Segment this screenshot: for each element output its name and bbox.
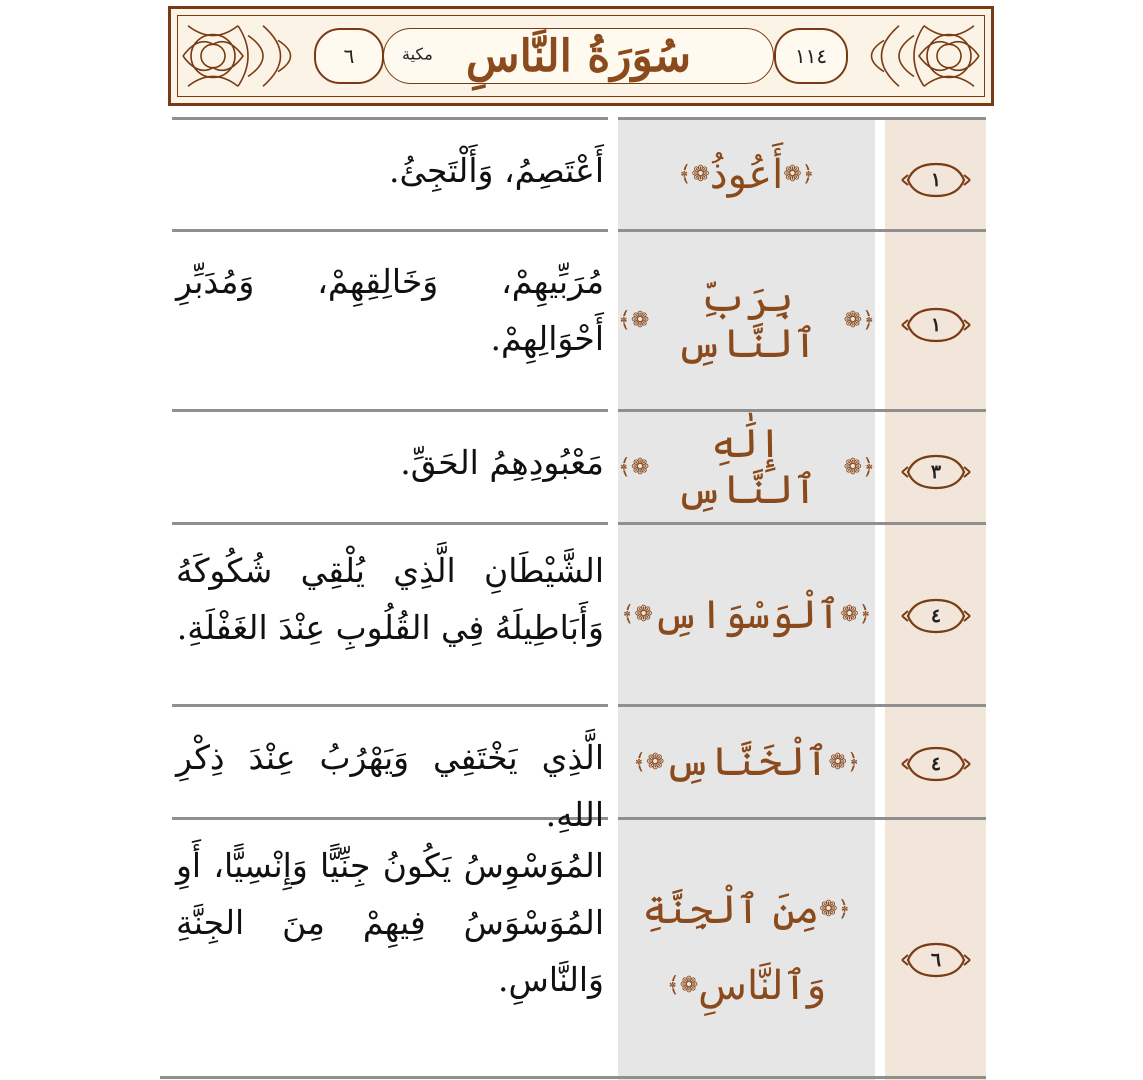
quran-word: ٱلْخَنَّاسِ (664, 739, 829, 785)
row-divider (172, 522, 608, 525)
quran-word-cell (618, 820, 875, 1076)
surah-title: سُوَرَةُ النَّاسِ (465, 30, 692, 82)
quran-word: إِلَٰهِ ٱلنَّاسِ (676, 421, 817, 513)
explanation-text: مُرَبِّيهِمْ، وَخَالِقِهِمْ، وَمُدَبِّرِ أَحْوَالِهِمْ. (176, 262, 604, 358)
revelation-type: مكية (402, 44, 433, 64)
ornate-bracket-icon: ❁﴾ (618, 308, 650, 333)
verse-number: ١ (930, 314, 942, 336)
ornate-bracket-icon: ❁﴾ (666, 973, 699, 999)
quran-word-line-1: مِنَ ٱلْجِنَّةِ (642, 887, 820, 933)
ornate-bracket-icon: ❁﴾ (678, 162, 710, 187)
row-divider (172, 117, 608, 120)
quran-word: ٱلْوَسْوَاسِ (652, 591, 841, 638)
quran-word-line-2: وَٱلنَّاسِ (698, 963, 827, 1009)
verse-number-badge (900, 744, 972, 784)
ornate-bracket-icon: ﴿❁ (828, 749, 860, 775)
ornate-bracket-icon: ❁﴾ (633, 749, 665, 775)
verse-number-badge (900, 596, 972, 636)
explanation-text: الَّذِي يَخْتَفِي وَيَهْرُبُ عِنْدَ ذِكْرِ اللهِ. (176, 738, 604, 834)
quran-word: أَعُوذُ (709, 151, 784, 198)
quran-word-cell (618, 232, 875, 409)
verse-number-badge (900, 160, 972, 200)
explanation-text: الشَّيْطَانِ الَّذِي يُلْقِي شُكُوكَهُ وَأَبَاطِيلَهُ فِي القُلُوبِ عِنْدَ الغَفْلَةِ. (176, 551, 604, 647)
verse-number: ٤ (930, 753, 942, 775)
ornate-bracket-icon: ❁﴾ (618, 454, 650, 480)
verse-number: ٦ (930, 949, 942, 971)
quran-word-cell (618, 707, 875, 817)
verse-number: ١ (930, 169, 942, 191)
arabesque-ornament-right (844, 16, 984, 96)
ornate-bracket-icon: ﴿❁ (843, 308, 875, 333)
surah-number-cartouche (774, 28, 848, 84)
row-divider (172, 409, 608, 412)
row-divider (172, 704, 608, 707)
surah-number: ١١٤ (794, 44, 828, 68)
verse-number-badge (900, 305, 972, 345)
explanation-text: أَعْتَصِمُ، وَأَلْتَجِئُ. (389, 151, 604, 190)
header-inner-frame (177, 15, 985, 97)
quran-word: بِرَبِّ ٱلنَّاسِ (676, 274, 817, 367)
verse-number: ٣ (930, 461, 942, 483)
verse-count-cartouche (314, 28, 384, 84)
surah-title-cartouche (383, 28, 774, 84)
verse-number: ٤ (930, 605, 942, 627)
explanation-text: مَعْبُودِهِمُ الحَقِّ. (400, 443, 604, 482)
row-divider (160, 1076, 986, 1079)
quran-word-cell (618, 525, 875, 704)
ornate-bracket-icon: ﴿❁ (843, 454, 875, 480)
verse-number-badge (900, 452, 972, 492)
ornate-bracket-icon: ﴿❁ (819, 897, 851, 923)
verse-number-badge (900, 940, 972, 980)
quran-word-cell (618, 120, 875, 229)
ornate-bracket-icon: ﴿❁ (783, 162, 815, 187)
arabesque-ornament-left (178, 16, 318, 96)
explanation-text: المُوَسْوِسُ يَكُونُ جِنِّيًّا وَإِنْسِيًّا، أَوِ المُوَسْوَسُ فِيهِمْ مِنَ الجِنَّةِ وَالنَّاسِ. (176, 846, 604, 999)
ornate-bracket-icon: ﴿❁ (840, 602, 872, 627)
ornate-bracket-icon: ❁﴾ (621, 602, 653, 627)
surah-header-banner (168, 6, 994, 106)
quran-word-cell (618, 412, 875, 522)
row-divider (172, 229, 608, 232)
verse-count: ٦ (343, 44, 355, 68)
